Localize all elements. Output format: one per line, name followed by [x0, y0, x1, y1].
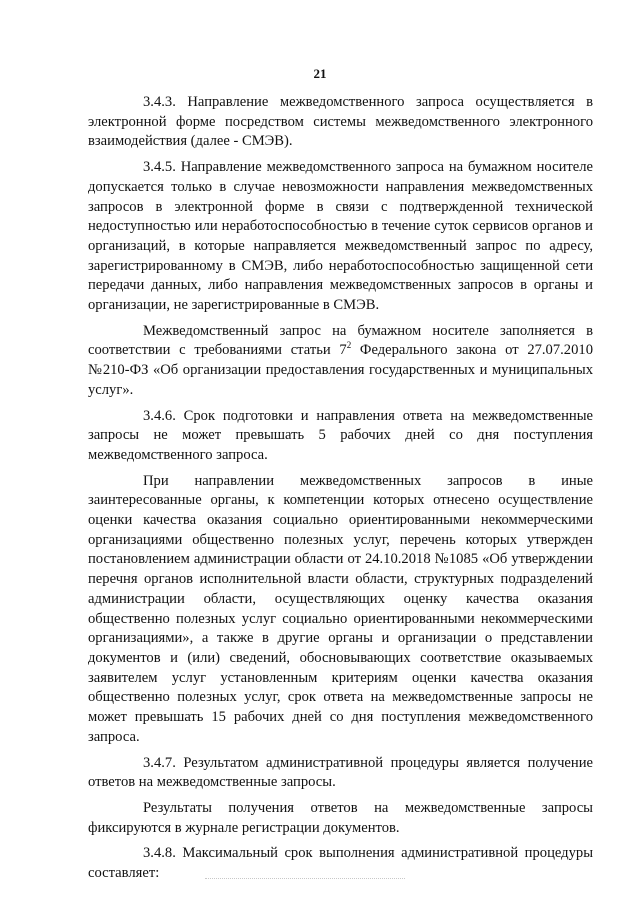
article-superscript: 2	[346, 340, 352, 351]
document-body	[88, 93, 593, 884]
paragraph-results: Результаты получения ответов на межведомственные запросы фиксируются в журнале регистрации документов.	[88, 799, 593, 836]
paper-request-text-end: Федерального закона от 27.07.2010 №210-ФЗ «Об организации предоставления государственных и муниципальных услуг».	[88, 342, 593, 398]
paragraph-3-4-8: 3.4.8. Максимальный срок выполнения административной процедуры составляет:	[88, 845, 593, 882]
paragraph-paper-request	[88, 322, 593, 401]
scan-footer-line	[205, 878, 405, 880]
paper-request-text-start: Межведомственный запрос на бумажном носителе заполняется в соответствии с требованиями статьи 7	[88, 322, 593, 359]
page-number: 21	[313, 66, 327, 81]
paragraph-3-4-7: 3.4.7. Результатом административной процедуры является получение ответов на межведомственные запросы.	[88, 754, 593, 791]
paragraph-3-4-3: 3.4.3. Направление межведомственного запроса осуществляется в электронной форме посредством системы межведомственного электронного взаимодействия (далее - СМЭВ).	[88, 94, 593, 150]
paragraph-3-4-6: 3.4.6. Срок подготовки и направления ответа на межведомственные запросы не может превышать 5 рабочих дней со дня поступления межведомственного запроса.	[88, 407, 593, 463]
paragraph-3-4-5: 3.4.5. Направление межведомственного запроса на бумажном носителе допускается только в случае невозможности направления межведомственных запросов в электронной форме в связи с подтвержденной технической недоступностью или неработоспособностью в течение суток сервисов органов и организаций, в которые направляется межведомственный запрос по адресу, зарегистрированному в СМЭВ, либо неработоспособностью защищенной сети передачи данных, либо направления межведомственных запросов в органы и организации, не зарегистрированные в СМЭВ.	[88, 159, 593, 314]
paragraph-other-organs: При направлении межведомственных запросов в иные заинтересованные органы, к компетенции которых отнесено осуществление оценки качества оказания социально ориентированными некоммерческими организациями общественно полезных услуг, перечень которых утвержден постановлением администрации области от 24.10.2018 №1085 «Об утверждении перечня органов исполнительной власти области, структурных подразделений администрации области, осуществляющих оценку качества оказания общественно полезных услуг социально ориентированными некоммерческими организациями», а также в другие органы и организации о представлении документов и (или) сведений, обосновывающих соответствие оказываемых заявителем услуг установленным критериям оценки качества оказания общественно полезных услуг, срок ответа на межведомственные запросы не может превышать 15 рабочих дней со дня поступления межведомственного запроса.	[88, 472, 593, 745]
